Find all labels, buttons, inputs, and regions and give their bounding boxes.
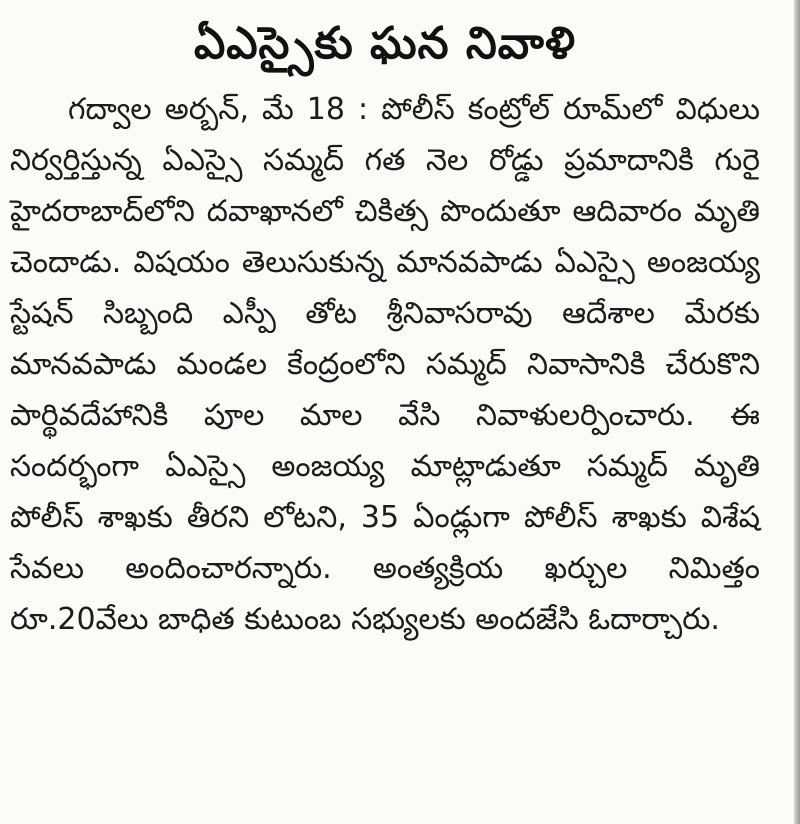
article-body: గద్వాల అర్బన్, మే 18 : పోలీస్ కంట్రోల్ రూమ్‌లో విధులు నిర్వర్తిస్తున్న ఏఎస్సై సమ్మద్ గత నెల రోడ్డు ప్రమాదానికి గురై హైదరాబాద్‌లోని దవాఖానలో చికిత్స పొందుతూ ఆదివారం మృతి చెందాడు. విషయం తెలుసుకున్న మానవపాడు ఏఎస్సై అంజయ్య స్టేషన్ సిబ్బంది ఎస్పీ తోట శ్రీనివాసరావు ఆదేశాల మేరకు మానవపాడు మండల కేంద్రంలోని సమ్మద్ నివాసానికి చేరుకొని పార్థివదేహానికి పూల మాల వేసి నివాళులర్పించారు. ఈ సందర్భంగా ఏఎస్సై అంజయ్య మాట్లాడుతూ సమ్మద్ మృతి పోలీస్ శాఖకు తీరని లోటని, 35 ఏండ్లుగా పోలీస్ శాఖకు విశేష సేవలు అందించారన్నారు. అంత్యక్రియ ఖర్చుల నిమిత్తం రూ.20వేలు బాధిత కుటుంబ సభ్యులకు అందజేసి ఓదార్చారు. <box>10 92 760 637</box>
page-edge-rule <box>794 0 800 824</box>
article-headline: ఏఎస్సైకు ఘన నివాళి <box>193 18 577 69</box>
